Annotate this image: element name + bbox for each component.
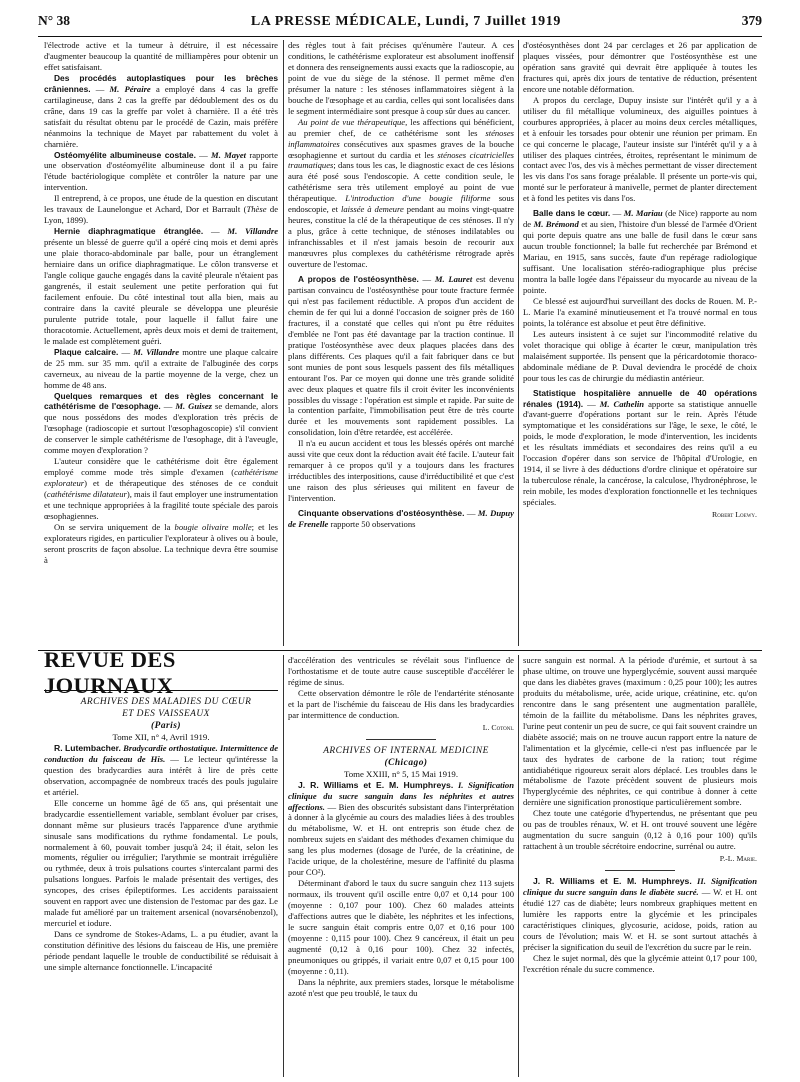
section-title: Des procédés autoplastiques pour les brèches crâniennes. (44, 72, 278, 94)
section-title: Hernie diaphragmatique étranglée. (54, 226, 204, 237)
section-author: M. Mayet (211, 149, 247, 160)
column-divider (518, 655, 519, 1077)
header-rule (38, 36, 762, 37)
section: A propos de l'ostéosynthèse. — M. Lauret est devenu partisan convaincu de l'ostéosynthèse pour toute fracture fermée qui n'est pas facilement réductible. A propos d'un accident de chemin de fer qui lui a donné l'occasion de soigner près de 160 fractures, il a constaté que celles qui n'ont pu être réduites d'emblée ne l'ont pas été davantage par la traction continue. Il pratique l'ostéosynthèse avec deux plaques placées dans des plans différents. Ces plaques qu'il a fait fabriquer dans ce but sont munies de pont sous lesquels passent des fils métalliques entourant l'os. Par ce moyen qui donne une très grande solidité avec deux plaques et quatre fils il croit éviter les inconvénients possibles du vissage : l'opération est simple et rapide. Par suite de la contention parfaite, l'immobilisation peut être de très courte durée et les mouvements sont rapidement possibles. La consolidation, loin d'être retardée, est accélérée. (288, 274, 514, 438)
section-author: M. Cathelin (599, 398, 645, 409)
section-text: est devenu partisan convaincu de l'ostéosynthèse pour toute fracture fermée qui n'est pas facilement réductible. A propos d'un accident de chemin de fer qui lui a donné l'occasion de soigner près de 160 fractures, il a constaté que celles qui n'ont pu être réduites d'emblée ne l'ont pas été davantage par la traction continue. Il pratique l'ostéosynthèse avec deux plaques placées dans des plans différents. Ces plaques qu'il a fait fabriquer dans ce but sont munies de pont sous lesquels passent des fils métalliques entourant l'os. Par ce moyen qui donne une très grande solidité avec deux plaques et quatre fils il croit éviter les inconvénients possibles du vissage : l'opération est simple et rapide. Par suite de la contention parfaite, l'immobilisation peut être de très courte durée et les mouvements sont rapidement possibles. La consolidation, loin d'être retardée, est accélérée. (288, 274, 514, 438)
article (44, 743, 278, 798)
article (288, 780, 514, 879)
lower-column-1 (44, 696, 278, 1076)
section-author: M. Villandre (133, 346, 180, 357)
paragraph: Elle concerne un homme âgé de 65 ans, qui présentait une bradycardie essentiellement variable, semblant évoluer par crises, donnant même sur plusieurs tracés l'apparence d'une arythmie sinusale sans modifications du rythme fondamental. Le pouls, normalement à 60, pouvait tomber jusqu'à 24; il était, selon les moments, régulier ou irrégulier; l'arythmie se montrait irrégulière ou rythmée, deux à trois pulsations courtes s'intercalant parmi des pulsations longues. Parfois le malade présentait des vertiges, des syncopes, des crises épileptiformes. Les accidents paraissaient souvent en rapport avec une distension de l'estomac par des gaz. Le malade fut amélioré par un traitement arsenical (novarsénobenzol), mercuriel et iodure. (44, 797, 278, 929)
section-author: M. Guisez (175, 401, 212, 412)
journal-city: (Paris) (150, 721, 182, 731)
section: Statistique hospitalière annuelle de 40 opérations rénales (1914). — M. Cathelin apporte sa statistique annuelle d'avant-guerre d'opérations portant sur le rein. Après l'étude symptomatique et les considérations sur l'âge, le sexe, le côté, le poids, le mode d'exploration, le mode d'intervention, les incidents et les résultats immédiats et secondaires des reins qu'il a eu l'occasion d'opérer dans son service de l'hôpital d'Urologie, en 1914, il se livre à des déductions d'ordre clinique et opératoire sur la tuberculose rénale, la cancérose, la calculose, l'hydronéphrose, le rein mobile, les modes d'exploration fonctionnelle et les techniques spéciales. (523, 387, 757, 508)
section-author: M. Lauret (434, 274, 473, 285)
section-author: M. Mariau (623, 208, 663, 219)
upper-column-3 (523, 40, 757, 646)
section: Quelques remarques et des règles concernant le cathétérisme de l'œsophage. — M. Guisez se demande, alors que nous possédons des modes d'exploration très précis de l'œsophage (radioscopie et surtout l'œsophagoscopie) s'il convient de conserver le simple cathétérisme de l'œsophage, dit à l'aveugle, comme moyen d'exploration ? (44, 390, 278, 456)
article (523, 876, 757, 953)
paragraph: L'auteur considère que le cathétérisme doit être également employé comme mode très simple d'examen (cathétérisme explorateur) et de thérapeutique des sténoses de ce conduit (cathétérisme dilatateur), mais il faut employer une instrumentation et une technique appropriées à la fragilité toute spéciale des parois œsophagiennes. (44, 456, 278, 521)
paragraph: On se servira uniquement de la bougie olivaire molle; et les explorateurs rigides, en particulier l'explorateur à olives ou à boule, seront proscrits de façon absolue. La technique devra être soumise à (44, 521, 278, 565)
journal-running-title: LA PRESSE MÉDICALE, Lundi, 7 Juillet 1919 (250, 14, 561, 29)
section-author: M. Péraire (109, 83, 151, 94)
column-divider (518, 40, 519, 646)
section-text: a employé dans 4 cas la greffe cartilagineuse, dans 2 cas la greffe par dédoublement des os du crâne, dans 19 cas la greffe par volet à charnière. Il a été très satisfait du résultat obtenu par le procédé de Cazin, mais préfère néanmoins la technique de Mayet par rabattement du volet à charnière. (44, 83, 278, 149)
signature: L. Cotoni. (482, 722, 514, 732)
section-author: M. Dupuy de Frenelle (288, 508, 514, 529)
article-text: — Le lecteur qu'intéresse la question des bradycardies aura intérêt à lire de près cette observation, accompagnée de nombreux tracés des pouls jugulaire et artériel. (44, 753, 278, 797)
article-text: — W. et H. ont étudié 127 cas de diabète; leurs nombreux graphiques mettent en lumière les rapports entre la glycémie et les principales caractéristiques cliniques, glycosurie, acidose, poids, ration au cours de l'évolution; mais W. et H. se sont surtout attachés à préciser la signification du seuil de l'excrétion du sucre par le rein. (523, 887, 757, 952)
paragraph: Chez toute une catégorie d'hypertendus, ne présentant que peu ou pas de troubles rénaux, W. et H. ont trouvé souvent une légère augmentation du sucre sanguin (0,12 à 0,16 pour 100) qu'ils rattachent à un trouble sécrétoire endocrine, surrénal ou autre. (523, 808, 757, 852)
section-title: Plaque calcaire. (54, 346, 119, 357)
section-title: Balle dans le cœur. (533, 208, 611, 219)
journal-name: ARCHIVES OF INTERNAL MEDICINE (323, 745, 489, 756)
upper-column-2 (288, 40, 514, 646)
section: Hernie diaphragmatique étranglée. — M. Villandre présente un blessé de guerre qu'il a opéré cinq mois et demi après une plaie thoraco-abdominale par balle, pour un étranglement herniaire dans un orifice diaphragmatique. Le côlon transverse et l'angle colique gauche engagés dans la cavité pleurale n'étaient pas gangrenés, il estait seulement une petite perforation qui fut facilement enfouie. Du côté intestinal tout alla bien, mais au contraire dans la cavité pleurale se développa une pleurésie purulente putride totale, pour laquelle il fallut faire une thoracotomie. Actuellement, après deux mois et demi de traitement, le malade est complètement guéri. (44, 226, 278, 346)
journal-tome: Tome XII, n° 4, Avril 1919. (112, 732, 210, 742)
section: Balle dans le cœur. — M. Mariau (de Nice) rapporte au nom de M. Brémond et au sien, l'histoire d'un blessé de l'armée d'Orient qui porte depuis quatre ans une balle de fusil dans le cœur sans aucun trouble fonctionnel; la balle fut recherchée par Brémond et Mariau, en 1915, sans succès, faute d'un repérage radiologique suffisant. Une localisation stéréo-radiographique plus précise montra la balle logée dans l'épaisseur du myocarde au niveau de la pointe. (523, 208, 757, 295)
upper-column-1 (44, 40, 278, 646)
journal-city: (Chicago) (384, 757, 428, 768)
paragraph: Ce blessé est aujourd'hui surveillant des docks de Rouen. M. P.-L. Marie l'a examiné minutieusement et l'a trouvé normal en tous points, la tolérance est absolue et peut être définitive. (523, 295, 757, 328)
journal-name: ET DES VAISSEAUX (122, 709, 210, 719)
section-text: rapporte une observation d'ostéomyélite albumineuse dont il a pu faire l'étude bactériologique complète et contrôler la nature par une intervention. (44, 149, 278, 193)
section-text: présente un blessé de guerre qu'il a opéré cinq mois et demi après une plaie thoraco-abdominale par balle, pour un étranglement herniaire dans un orifice diaphragmatique. Le côlon transverse et l'angle colique gauche engagés dans la cavité pleurale n'étaient pas gangrenés, il estait seulement une petite perforation qui fut facilement enfouie. Du côté intestinal tout alla bien, mais au contraire dans la cavité pleurale se développa une pleurésie purulente putride totale, pour laquelle il fallut faire une thoracotomie. Actuellement, après deux mois et demi de traitement, le malade est complètement guéri. (44, 237, 278, 346)
section-text: apporte sa statistique annuelle d'avant-guerre d'opérations portant sur le rein. Après l'étude symptomatique et les considérations sur l'âge, le sexe, le côté, le poids, le mode d'exploration, le mode d'intervention, les incidents et les résultats immédiats et secondaires des reins qu'il a eu l'occasion d'opérer dans son service de l'hôpital d'Urologie, en 1914, il se livre à des déductions d'ordre clinique et opératoire sur la tuberculose rénale, la cancérose, la calculose, l'hydronéphrose, le rein mobile, les modes d'exploration fonctionnelle et les techniques spéciales. (523, 398, 757, 508)
paragraph: Il n'a eu aucun accident et tous les blessés opérés ont marché aussi vite que ceux dont la réduction avait été facile. L'auteur fait remarquer à ce propos qu'il y a toujours dans les fractures irréductibles des interpositions, cause d'irréductibilité et que c'est une raison des plus sérieuses qui militent en faveur de l'intervention. (288, 438, 514, 504)
section-title: Cinquante observations d'ostéosynthèse. (298, 508, 465, 519)
article-title: II. Signification clinique du sucre sanguin dans le diabète sucré. (523, 876, 757, 898)
signature: P.-L. Marie. (719, 854, 757, 864)
lower-column-2 (288, 655, 514, 1076)
section: Des procédés autoplastiques pour les brèches crâniennes. — M. Péraire a employé dans 4 cas la greffe cartilagineuse, dans 2 cas la greffe par dédoublement des os du crâne, dans 19 cas la greffe par volet à charnière. Il a été très satisfait du résultat obtenu par le procédé de Cazin, mais préfère néanmoins la technique de Mayet par rabattement du volet à charnière. (44, 72, 278, 149)
journal-name: ARCHIVES DES MALADIES DU CŒUR (80, 697, 252, 707)
paragraph: d'ostéosynthèses dont 24 par cerclages et 26 par application de plaques vissées, pour démontrer que l'ostéosynthèse est une opération sans gravité qui devrait être appliquée à toutes les fractures qui, après dix jours de tentative de réduction, présentent encore une notable déformation. (523, 40, 757, 94)
article-title: Bradycardie orthostatique. Intermittence de conduction du faisceau de His. (44, 742, 278, 764)
paragraph: Chez le sujet normal, dès que la glycémie atteint 0,17 pour 100, l'excrétion rénale du sucre commence. (523, 952, 757, 974)
paragraph: d'accélération des ventricules se révélait sous l'influence de l'orthostatisme et de toute autre cause susceptible d'accélérer le régime de sinus. (288, 655, 514, 687)
article-text: — Bien des obscurités subsistant dans l'interprétation à donner à la glycémie au cours des maladies liées à des troubles du métabolisme, W. et H. ont entrepris son étude chez de nombreux sujets en s'aidant des méthodes d'examen chimique du sang les plus modernes (dosage de l'urée, de la créatinine, de l'acide urique, de la cholestérine, mesure de l'affinité du plasma pour CO²). (288, 801, 514, 878)
issue-number: N° 38 (38, 13, 71, 28)
paragraph: Déterminant d'abord le taux du sucre sanguin chez 113 sujets normaux, ils trouvent qu'il oscille entre 0,07 et 0,14 pour 100 (moyenne : 0,107 pour 100). Chez 60 malades atteints d'affections autres que le diabète, les néphrites et les infections, le sucre sanguin était compris entre 0,07 et 0,16 pour 100 (moyenne : 0,115 pour 100). Chez 9 cancéreux, il était un peu augmenté (0,12 à 0,16 pour 100). Chez 32 infectés, pneumoniques ou grippés, il variait entre 0,07 et 0,15 pour 100 (moyenne : 0,11). (288, 878, 514, 976)
paragraph: Dans la néphrite, aux premiers stades, lorsque le métabolisme azoté n'est que peu troublé, le taux du (288, 976, 514, 998)
paragraph: l'électrode active et la tumeur à détruire, il est nécessaire d'augmenter beaucoup la quantité de milliampères pour obtenir un effet satisfaisant. (44, 40, 278, 72)
paragraph: Il entreprend, à ce propos, une étude de la question en discutant les travaux de Launelongue et Achard, Dor et Barrault (Thèse de Lyon, 1899). (44, 193, 278, 226)
column-divider (283, 655, 284, 1077)
section-title: Ostéomyélite albumineuse costale. (54, 149, 196, 160)
column-divider (283, 40, 284, 646)
section: Cinquante observations d'ostéosynthèse. — M. Dupuy de Frenelle rapporte 50 observations (288, 508, 514, 529)
signature: Robert Loewy. (712, 510, 757, 520)
article-author: J. R. Williams et E. M. Humphreys. (298, 779, 454, 790)
divider (605, 870, 675, 871)
section-title: A propos de l'ostéosynthèse. (298, 274, 419, 285)
page-header (38, 13, 762, 35)
section: Plaque calcaire. — M. Villandre montre une plaque calcaire de 25 mm. sur 35 mm. qu'il a extraite de l'albuginée des corps caverneux, au niveau de la partie moyenne de la verge, chez un homme de 48 ans. (44, 346, 278, 390)
journal-tome: Tome XXIII, n° 5, 15 Mai 1919. (343, 768, 459, 779)
section-author: M. Villandre (227, 226, 278, 237)
paragraph: Dans ce syndrome de Stokes-Adams, L. a pu étudier, avant la constitution définitive des lésions du faisceau de His, une première période pendant laquelle le trouble de conductibilité se réduisait à une simple alternance fonctionnelle. L'incapacité (44, 929, 278, 973)
paragraph: Cette observation démontre le rôle de l'endartérite sténosante et la part de l'ischémie du faisceau de His dans les bradycardies par intermittence de conduction. (288, 687, 514, 720)
article-author: R. Lutembacher. (54, 742, 121, 753)
section-text: se demande, alors que nous possédons des modes d'exploration très précis de l'œsophage (radioscopie et surtout l'œsophagoscopie) s'il convient de conserver le simple cathétérisme de l'œsophage, dit à l'aveugle, comme moyen d'exploration ? (44, 401, 278, 456)
section-text: montre une plaque calcaire de 25 mm. sur 35 mm. qu'il a extraite de l'albuginée des corps caverneux, au niveau de la partie moyenne de la verge, chez un homme de 48 ans. (44, 346, 278, 390)
paragraph: sucre sanguin est normal. A la période d'urémie, et surtout à sa phase ultime, on trouve une hyperglycémie, souvent aussi marquée que dans les diabètes graves (maximum : 0,25 pour 100); les autres produits du métabolisme, urée, acide urique, créatinine, etc. qu'on rencontre dans le sang présentent une augmentation parallèle, témoin de la faillite du métabolisme. Dans les néphrites graves, l'urine peut contenir un peu de sucre, ce qui fait souvent craindre un diabète associé; mais on ne trouve aucun rapport entre la nature de l'alimentation et la glycémie, celle-ci n'est pas influencée par le taux des hydrates de carbone de la ration; tout régime antidiabétique rigoureux serait alors déplacé. Les troubles dans le métabolisme de l'azote précèdent souvent de plusieurs mois l'hyperglycémie des néphrites, ce qui contribue à donner à cette dernière une signification pronostique particulièrement sombre. (523, 655, 757, 808)
section-text: rapporte 50 observations (330, 518, 416, 529)
article-author: J. R. Williams et E. M. Humphreys. (533, 876, 692, 887)
paragraph: Les auteurs insistent à ce sujet sur l'incommodité relative du volet thoracique qui oblige à écarter le cœur, manipulation très malaisément supportée. Ils pensent que la péricardotomie thoraco-abdominale médiane de P. Duval deviendra le procédé de choix pour tous les cas de chirurgie du médiastin antérieur. (523, 328, 757, 383)
paragraph: A propos du cerclage, Dupuy insiste sur l'intérêt qu'il y a à utiliser du fil métallique volumineux, des aiguilles pointues à courbures appropriées, à placer au moins deux cercles métalliques, et à enfouir les torsades pour obtenir une réunion per primam. En ce qui concerne le placage, l'auteur insiste sur l'intérêt qu'il y a à utiliser des plaques cintrées, étroites, représentant le minimum de contact avec l'os, des vis à mèches permettant de visser directement les vis dans l'os sans forage préalable. Il présente un porte-vis qui, monté sur le perforateur à manivelle, permet de planter directement et à fond les petites vis dans l'os. (523, 94, 757, 204)
article-title: I. Signification clinique du sucre sanguin dans les néphrites et autres affections. (288, 779, 514, 812)
lower-column-3 (523, 655, 757, 1076)
divider (366, 739, 436, 740)
section-title: Quelques remarques et des règles concernant le cathétérisme de l'œsophage. (44, 390, 278, 412)
page-number: 379 (741, 13, 762, 28)
revue-heading: REVUE DES JOURNAUX (44, 655, 278, 691)
section-title: Statistique hospitalière annuelle de 40 opérations rénales (1914). (523, 387, 757, 409)
section: Ostéomyélite albumineuse costale. — M. Mayet rapporte une observation d'ostéomyélite albumineuse dont il a pu faire l'étude bactériologique complète et contrôler la nature par une intervention. (44, 149, 278, 193)
paragraph: des règles tout à fait précises qu'énumère l'auteur. A ces conditions, le cathétérisme explorateur est absolument inoffensif et donnera des renseignements aussi exacts que la radioscopie, au point de vue du siège de la sténose. Il permet même d'en présumer la nature : les sténoses inflammatoires siègent à la bouche de l'œsophage et au cardia, celles qui sont localisées dans le segment intermédiaire sont presque à coup sûr dues au cancer. (288, 40, 514, 116)
paragraph: Au point de vue thérapeutique, les affections qui bénéficient, au premier chef, de ce cathétérisme sont les sténoses inflammatoires consécutives aux spasmes graves de la bouche œsophagienne et surtout du cardia et les sténoses cicatricielles traumatiques; dans tous les cas, le diagnostic exact de ces lésions aura été posé sous l'endoscopie. A cette condition seule, le cathétérisme sera très utilement employé au point de vue thérapeutique. L'introduction d'une bougie filiforme sous endoscopie, et laissée à demeure pendant au moins vingt-quatre heures, constitue la clé de la thérapeutique de ces sténoses. Il n'y a plus, grâce à cette technique, de sténoses indilatables ou infranchissables et il n'est jamais besoin de recourir aux manœuvres plus complexes du cathétérisme rétrograde après ouverture de l'estomac. (288, 116, 514, 270)
